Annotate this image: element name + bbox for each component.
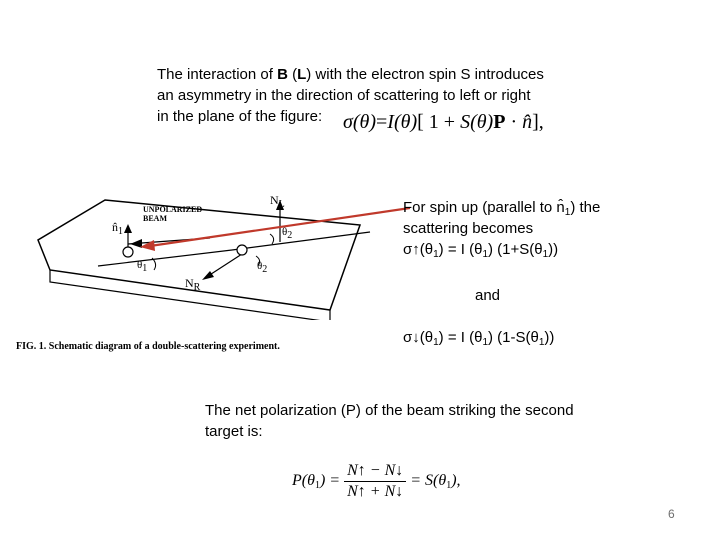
scattered-beam-line: [232, 232, 370, 250]
nr-arrowhead: [202, 271, 214, 280]
cross-section-equation: [343, 111, 544, 134]
eq2-lhs-end: ) =: [319, 472, 341, 490]
eq1-term: I(θ): [387, 111, 418, 133]
nl-label: [270, 193, 285, 208]
n1-label: [112, 220, 123, 235]
intro-paren: (: [287, 66, 298, 83]
theta2-lower-subscript: 2: [262, 264, 268, 275]
eq2-fraction: [344, 462, 406, 501]
eq2-lhs-sub: 1: [314, 480, 320, 492]
eq2-rhs: = S(θ: [410, 472, 447, 490]
spin-up-text: For spin up (parallel to n̂: [403, 199, 565, 216]
spin-down-equation: [403, 327, 554, 348]
spin-up-eq-b-sub: 1: [482, 249, 488, 260]
nl-subscript: L: [278, 199, 285, 210]
second-target-circle: [237, 245, 247, 255]
intro-text-2: ) with the electron spin S introduces: [306, 66, 544, 83]
spin-up-equation: [403, 239, 703, 260]
eq2-rhs-end: ),: [451, 472, 461, 490]
polarization-equation: [292, 462, 461, 501]
eq2-denominator: N↑ + N↓: [347, 483, 404, 500]
incident-beam-arrowhead: [130, 239, 142, 248]
n1-arrowhead: [124, 224, 132, 233]
and-word: and: [475, 287, 501, 304]
n1-subscript: 1: [118, 226, 123, 237]
eq1-p: P: [493, 111, 506, 133]
intro-text: The interaction of: [157, 66, 278, 83]
spin-up-eq-c: ) (1+S(θ: [488, 241, 543, 258]
theta1-label: [137, 259, 148, 274]
eq1-equals: =: [376, 111, 388, 133]
spin-down-eq-c-sub: 1: [538, 337, 545, 348]
spin-up-line-2: scattering becomes: [403, 220, 534, 237]
n1-symbol: n̂: [112, 220, 118, 234]
spin-down-eq-a-sub: 1: [433, 337, 439, 348]
intro-line-1: [157, 64, 597, 85]
spin-up-text-end: ) the: [570, 199, 601, 216]
eq2-lhs: P(θ: [292, 472, 315, 490]
eq1-dot: ·: [505, 111, 523, 133]
eq1-bracket: [ 1 +: [417, 111, 461, 133]
theta2-upper-arc: [270, 234, 274, 244]
b-field-symbol: B: [277, 66, 288, 83]
spin-up-eq-a: σ↑(θ: [403, 241, 434, 258]
nr-subscript: R: [193, 282, 201, 293]
first-target-circle: [123, 247, 133, 257]
spin-up-line-1: [403, 197, 703, 218]
eq1-lhs: σ(θ): [343, 111, 377, 133]
spin-down-eq-a: σ↓(θ: [403, 329, 434, 346]
spin-down-eq-d: )): [544, 329, 555, 346]
intro-line-3: in the plane of the figure:: [157, 108, 323, 125]
theta2-upper-label: [282, 226, 293, 241]
spin-up-eq-b: ) = I (θ: [438, 241, 483, 258]
spin-down-eq-c: ) (1-S(θ: [488, 329, 539, 346]
eq1-close: ],: [532, 111, 544, 133]
beam-path-line: [98, 250, 232, 266]
theta1-symbol: θ: [137, 259, 143, 271]
polarization-paragraph: [205, 400, 645, 442]
spin-down-eq-b-sub: 1: [482, 337, 488, 348]
eq2-rhs-sub: 1: [446, 480, 452, 492]
spin-up-subscript: 1: [564, 207, 571, 218]
spin-pointer-arrowhead: [140, 240, 155, 251]
spin-up-eq-d: )): [548, 241, 559, 258]
eq2-numerator: N↑ − N↓: [344, 462, 406, 482]
theta2-lower-symbol: θ: [257, 260, 263, 272]
polarization-line-2: target is:: [205, 423, 263, 440]
spin-down-eq-b: ) = I (θ: [438, 329, 483, 346]
figure-caption: FIG. 1. Schematic diagram of a double-scattering experiment.: [16, 341, 280, 352]
page-number: 6: [668, 507, 675, 521]
eq1-s: S(θ): [460, 111, 494, 133]
double-scattering-diagram: [10, 180, 410, 320]
spin-up-eq-a-sub: 1: [433, 249, 439, 260]
intro-line-2: an asymmetry in the direction of scattering to left or right: [157, 87, 531, 104]
nr-label: [185, 276, 200, 291]
polarization-line-1: The net polarization (P) of the beam striking the second: [205, 402, 574, 419]
beam-label: [143, 205, 202, 223]
nr-symbol: N: [185, 276, 194, 290]
theta2-upper-subscript: 2: [287, 230, 293, 241]
l-symbol: L: [297, 66, 307, 83]
spin-up-block: [403, 197, 703, 260]
beam-label-line-1: UNPOLARIZED: [143, 205, 203, 214]
theta1-subscript: 1: [142, 263, 148, 274]
nl-symbol: N: [270, 193, 279, 207]
theta2-lower-label: [257, 260, 268, 275]
spin-up-eq-c-sub: 1: [542, 249, 549, 260]
eq1-n: n̂: [522, 111, 533, 133]
beam-label-line-2: BEAM: [143, 214, 167, 223]
theta2-upper-symbol: θ: [282, 226, 288, 238]
